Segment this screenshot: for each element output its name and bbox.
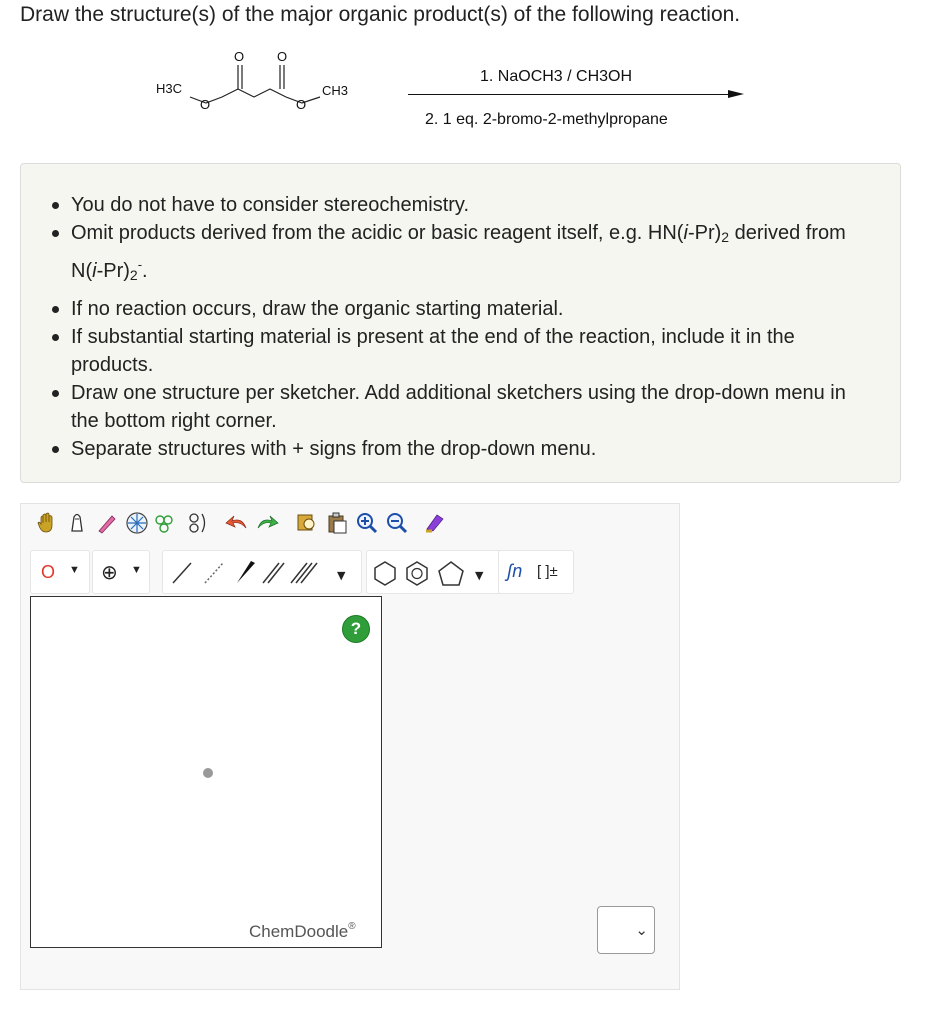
atom-label: O	[41, 562, 56, 582]
undo-icon[interactable]	[222, 508, 252, 538]
reaction-scheme	[150, 45, 770, 145]
reactant-carbonyl-oxygen-left: O	[234, 49, 245, 64]
instructions-panel	[20, 163, 901, 483]
chevron-down-icon: ⌄	[635, 922, 648, 939]
help-button[interactable]: ?	[342, 615, 370, 643]
clean-icon[interactable]	[420, 508, 450, 538]
svg-text:▼: ▼	[475, 569, 484, 582]
instruction-item: If no reaction occurs, draw the organic starting material.	[71, 295, 871, 323]
condition-step-2: 2. 1 eq. 2-bromo-2-methylpropane	[425, 111, 668, 128]
reaction-arrow-head	[728, 90, 744, 98]
charge-label: ⊕	[101, 562, 118, 584]
condition-step-1: 1. NaOCH3 / CH3OH	[480, 68, 633, 85]
template-tools	[498, 550, 574, 594]
instruction-item: You do not have to consider stereochemistry.	[71, 191, 871, 219]
add-sketcher-dropdown[interactable]	[597, 906, 655, 954]
atom-selector[interactable]	[30, 550, 90, 594]
zoom-out-icon[interactable]	[382, 508, 412, 538]
copy-icon[interactable]	[292, 508, 322, 538]
reactant-ester-oxygen-right: O	[296, 97, 307, 112]
clear-icon[interactable]	[152, 508, 182, 538]
sketcher-canvas[interactable]	[30, 596, 382, 948]
svg-text:▼: ▼	[337, 569, 346, 582]
chemdoodle-brand: ChemDoodle®	[249, 921, 356, 941]
question-title: Draw the structure(s) of the major organic product(s) of the following reaction.	[20, 3, 741, 26]
instruction-item: Separate structures with + signs from the drop-down menu.	[71, 435, 871, 463]
eraser-icon[interactable]	[92, 508, 122, 538]
chevron-down-icon: ▼	[69, 564, 80, 576]
hand-icon[interactable]	[32, 508, 62, 538]
canvas-point	[203, 768, 213, 778]
reactant-carbonyl-oxygen-right: O	[277, 49, 288, 64]
paste-icon[interactable]	[322, 508, 352, 538]
ring-tools	[366, 550, 516, 594]
reactant-right-methyl: CH3	[322, 83, 349, 98]
reactant-ester-oxygen-left: O	[200, 97, 211, 112]
reactant-left-methyl: H3C	[156, 81, 183, 96]
center-icon[interactable]	[122, 508, 152, 538]
bond-tools	[162, 550, 362, 594]
lasso-icon[interactable]	[62, 508, 92, 538]
template-label[interactable]: ʃn	[507, 561, 523, 581]
stereo-icon[interactable]	[182, 508, 212, 538]
bracket-label[interactable]: [ ]±	[537, 563, 558, 580]
instruction-item: Omit products derived from the acidic or basic reagent itself, e.g. $HN(i-Pr)_2$ derived from $N(i-Pr)_2^-$.	[71, 219, 871, 289]
charge-selector[interactable]	[92, 550, 150, 594]
redo-icon[interactable]	[252, 508, 282, 538]
instructions-list	[71, 191, 871, 463]
zoom-in-icon[interactable]	[352, 508, 382, 538]
instruction-item: If substantial starting material is present at the end of the reaction, include it in the products.	[71, 323, 871, 379]
reaction-arrow	[408, 94, 738, 95]
chevron-down-icon: ▼	[131, 564, 142, 576]
instruction-item: Draw one structure per sketcher. Add additional sketchers using the drop-down menu in the bottom right corner.	[71, 379, 871, 435]
